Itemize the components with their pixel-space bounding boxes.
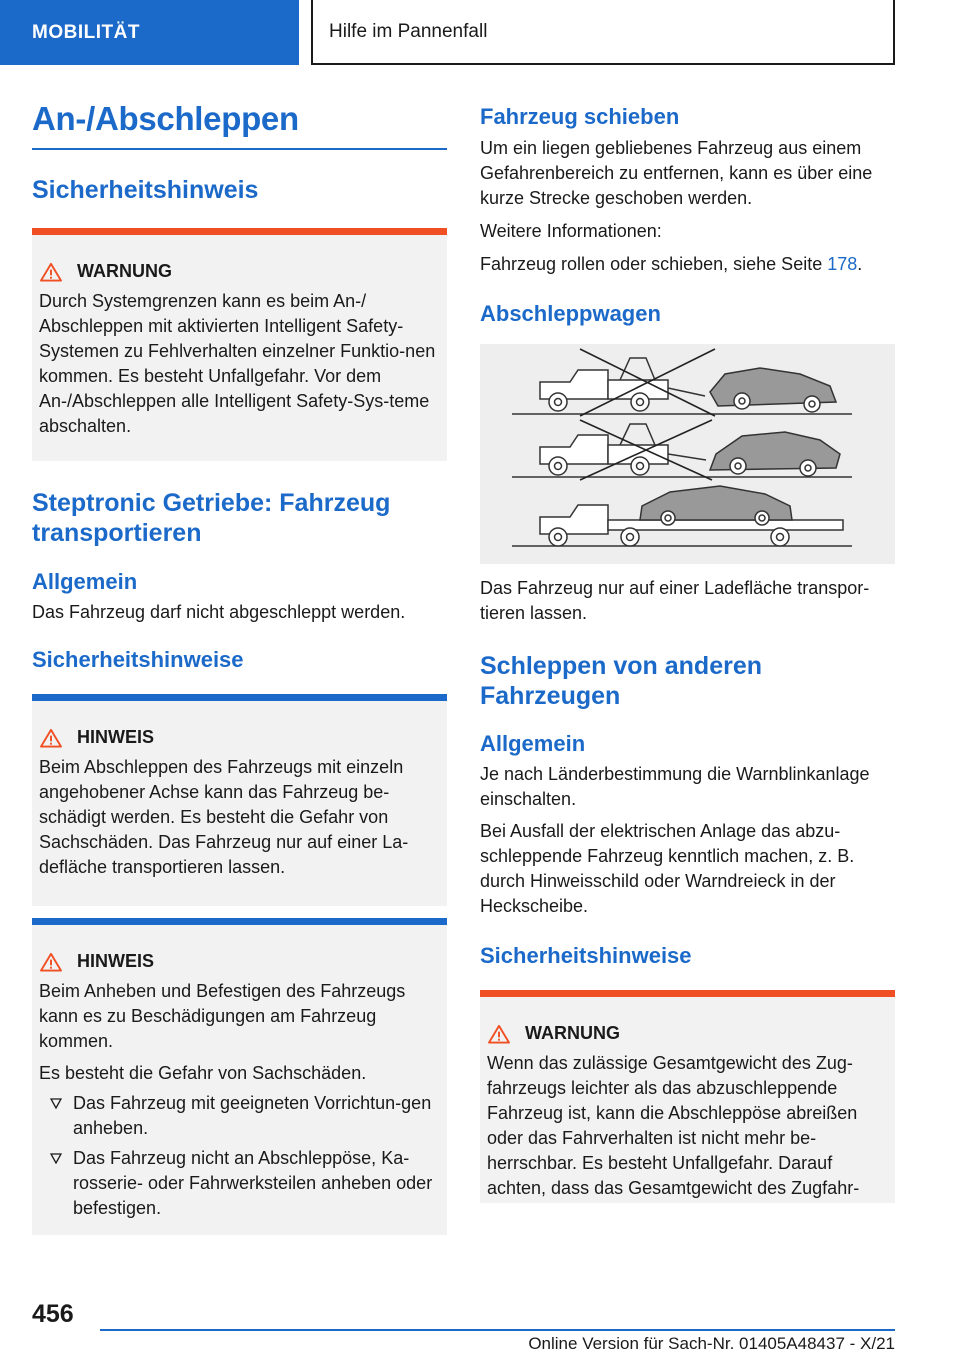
note-header-2 — [39, 951, 439, 972]
tow-truck-heading: Abschleppwagen — [480, 301, 661, 326]
more-info-text: Weitere Informationen: — [480, 221, 662, 241]
tow-truck-text: Das Fahrzeug nur auf einer Ladefläche transpor-tieren lassen. — [480, 578, 870, 623]
bullet-triangle-icon — [39, 1146, 73, 1221]
general-heading-right: Allgemein — [480, 731, 586, 756]
warning-label: WARNUNG — [77, 261, 172, 281]
warning-header — [39, 261, 439, 282]
warning-triangle-icon — [39, 262, 63, 282]
left-column — [32, 100, 447, 1235]
chapter-label: Hilfe im Pannenfall — [329, 20, 488, 42]
page-number: 456 — [32, 1300, 74, 1328]
push-heading: Fahrzeug schieben — [480, 104, 680, 129]
note-text: Beim Abschleppen des Fahrzeugs mit einzeln angehobener Achse kann das Fahrzeug be-schädigt werden. Es besteht die Gefahr von Sachschäden. Das Fahrzeug nur auf einer La-defläche transportieren lassen. — [39, 757, 409, 877]
note-label-2: HINWEIS — [77, 951, 155, 971]
general-text-right-1: Je nach Länderbestimmung die Warnblinkanlage einschalten. — [480, 764, 870, 809]
footer-divider — [100, 1329, 895, 1331]
safety-heading: Sicherheitshinweis — [32, 176, 259, 204]
warning-triangle-icon — [487, 1024, 511, 1044]
reference-end: . — [857, 254, 863, 274]
general-heading: Allgemein — [32, 569, 138, 594]
list-item-text: Das Fahrzeug mit geeigneten Vorrichtun-gen anheben. — [73, 1093, 432, 1138]
towing-methods-figure — [480, 344, 895, 564]
section-tab — [0, 0, 299, 65]
other-vehicles-heading: Schleppen von anderen Fahrzeugen — [480, 652, 763, 710]
list-item-text: Das Fahrzeug nicht an Abschleppöse, Ka-rosserie- oder Fahrwerksteilen anheben oder befestigen. — [73, 1148, 433, 1218]
general-text: Das Fahrzeug darf nicht abgeschleppt werden. — [32, 602, 406, 622]
steptronic-heading: Steptronic Getriebe: Fahrzeug transportieren — [32, 489, 391, 547]
tow-truck-illustration — [480, 344, 895, 564]
warning-text: Durch Systemgrenzen kann es beim An-/ Abschleppen mit aktivierten Intelligent Safety-Systemen zu Fehlverhalten einzelner Funktio-nen kommen. Es besteht Unfallgefahr. Vor dem An-/Abschleppen alle Intelligent Safety-Sys-teme abschalten. — [39, 291, 436, 436]
note-box-2 — [32, 918, 447, 1235]
footer-version: Online Version für Sach-Nr. 01405A48437 - X/21 — [528, 1334, 895, 1353]
push-text: Um ein liegen gebliebenes Fahrzeug aus einem Gefahrenbereich zu entfernen, kann es über eine kurze Strecke geschoben werden. — [480, 138, 873, 208]
note-box — [32, 694, 447, 906]
note-text-2b: Es besteht die Gefahr von Sachschäden. — [39, 1063, 367, 1083]
reference-text — [480, 252, 895, 277]
warning-box — [32, 228, 447, 461]
section-label: MOBILITÄT — [32, 21, 140, 43]
list-item — [39, 1146, 439, 1221]
note-header — [39, 727, 439, 748]
safety-heading-2: Sicherheitshinweise — [32, 647, 244, 672]
right-column — [480, 100, 895, 1203]
bullet-triangle-icon — [39, 1091, 73, 1141]
warning-header-2 — [487, 1023, 887, 1044]
page-title: An-/Abschleppen — [32, 100, 447, 150]
note-label: HINWEIS — [77, 727, 155, 747]
warning-box-2 — [480, 990, 895, 1203]
safety-heading-right: Sicherheitshinweise — [480, 943, 692, 968]
warning-triangle-icon — [39, 952, 63, 972]
note-text-2a: Beim Anheben und Befestigen des Fahrzeugs kann es zu Beschädigungen am Fahrzeug kommen. — [39, 981, 406, 1051]
warning-text-2: Wenn das zulässige Gesamtgewicht des Zug-fahrzeugs leichter als das abzuschleppende Fahrzeug ist, kann die Abschleppöse abreißen oder das Fahrverhalten ist nicht mehr be-herrschbar. Es besteht Unfallgefahr. Darauf achten, dass das Gesamtgewicht des Zugfahr- — [487, 1053, 860, 1198]
reference-prefix: Fahrzeug rollen oder schieben, siehe Seite — [480, 254, 828, 274]
page-reference-link[interactable]: 178 — [827, 254, 858, 274]
warning-triangle-icon — [39, 728, 63, 748]
general-text-right-2: Bei Ausfall der elektrischen Anlage das abzu-schleppende Fahrzeug kenntlich machen, z. B. durch Hinweisschild oder Warndreieck in der Heckscheibe. — [480, 821, 855, 916]
list-item — [39, 1091, 439, 1141]
warning-label-2: WARNUNG — [525, 1023, 620, 1043]
chapter-tab — [311, 0, 895, 65]
